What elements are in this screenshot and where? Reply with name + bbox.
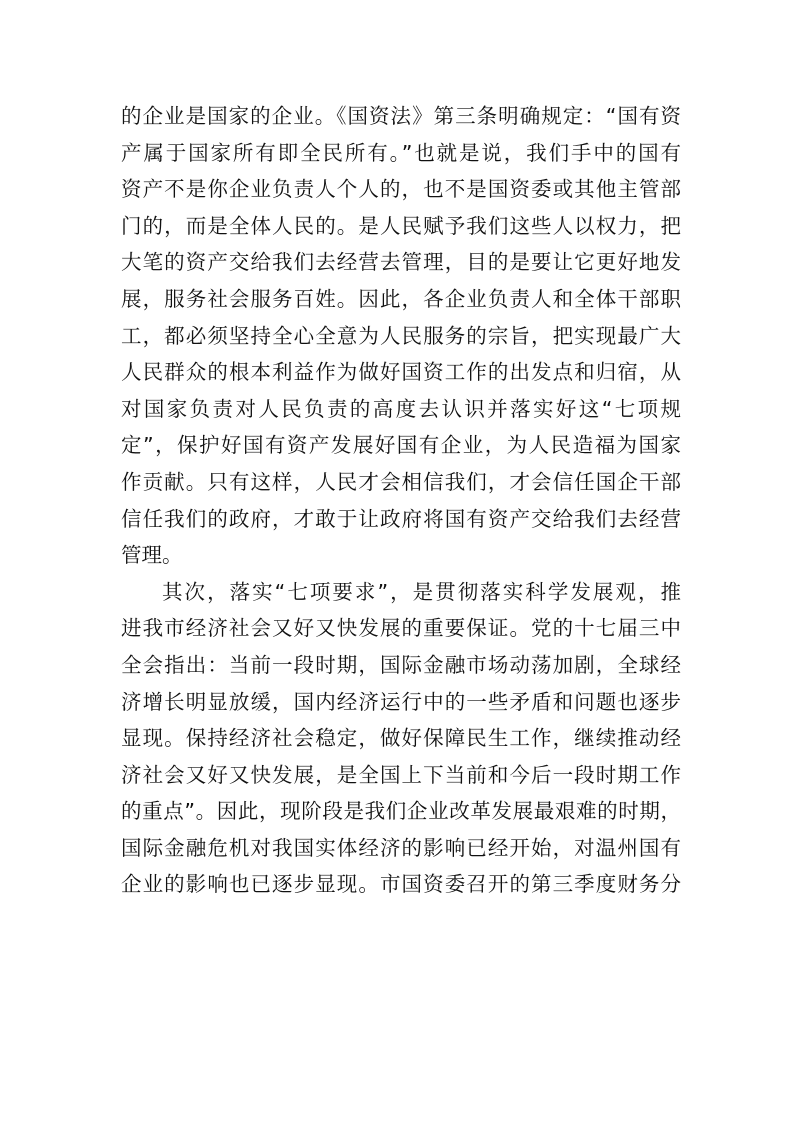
text-line: 其次，落实“七项要求”，是贯彻落实科学发展观，推: [162, 579, 681, 604]
body-text: [121, 98, 681, 903]
text-line: 对国家负责对人民负责的高度去认识并落实好这“七项规: [121, 396, 681, 421]
text-line: 全会指出：当前一段时期，国际金融市场动荡加剧，全球经: [121, 652, 681, 677]
text-line: 济社会又好又快发展，是全国上下当前和今后一段时期工作: [121, 762, 681, 787]
text-line: 人民群众的根本利益作为做好国资工作的出发点和归宿，从: [121, 360, 681, 385]
text-line: 资产不是你企业负责人个人的，也不是国资委或其他主管部: [121, 177, 681, 202]
text-line: 的企业是国家的企业。《国资法》第三条明确规定：“国有资: [121, 104, 681, 128]
text-line: 显现。保持经济社会稳定，做好保障民生工作，继续推动经: [121, 726, 681, 751]
text-line: 作贡献。只有这样，人民才会相信我们，才会信任国企干部: [121, 469, 681, 494]
text-line: 工，都必须坚持全心全意为人民服务的宗旨，把实现最广大: [121, 323, 681, 348]
text-line: 的重点”。因此，现阶段是我们企业改革发展最艰难的时期，: [121, 799, 681, 824]
text-line: 济增长明显放缓，国内经济运行中的一些矛盾和问题也逐步: [121, 689, 681, 714]
text-line: 门的，而是全体人民的。是人民赋予我们这些人以权力，把: [121, 213, 681, 238]
text-line: 企业的影响也已逐步显现。市国资委召开的第三季度财务分: [121, 872, 681, 897]
text-line: 定”，保护好国有资产发展好国有企业，为人民造福为国家: [121, 433, 681, 458]
text-line: 国际金融危机对我国实体经济的影响已经开始，对温州国有: [121, 835, 681, 860]
text-line: 展，服务社会服务百姓。因此，各企业负责人和全体干部职: [121, 286, 681, 311]
text-line: 管理。: [121, 543, 183, 568]
text-line: 大笔的资产交给我们去经营去管理，目的是要让它更好地发: [121, 250, 681, 275]
text-line: 信任我们的政府，才敢于让政府将国有资产交给我们去经营: [121, 506, 681, 531]
text-line: 产属于国家所有即全民所有。”也就是说，我们手中的国有: [121, 140, 681, 165]
text-line: 进我市经济社会又好又快发展的重要保证。党的十七届三中: [121, 616, 681, 641]
